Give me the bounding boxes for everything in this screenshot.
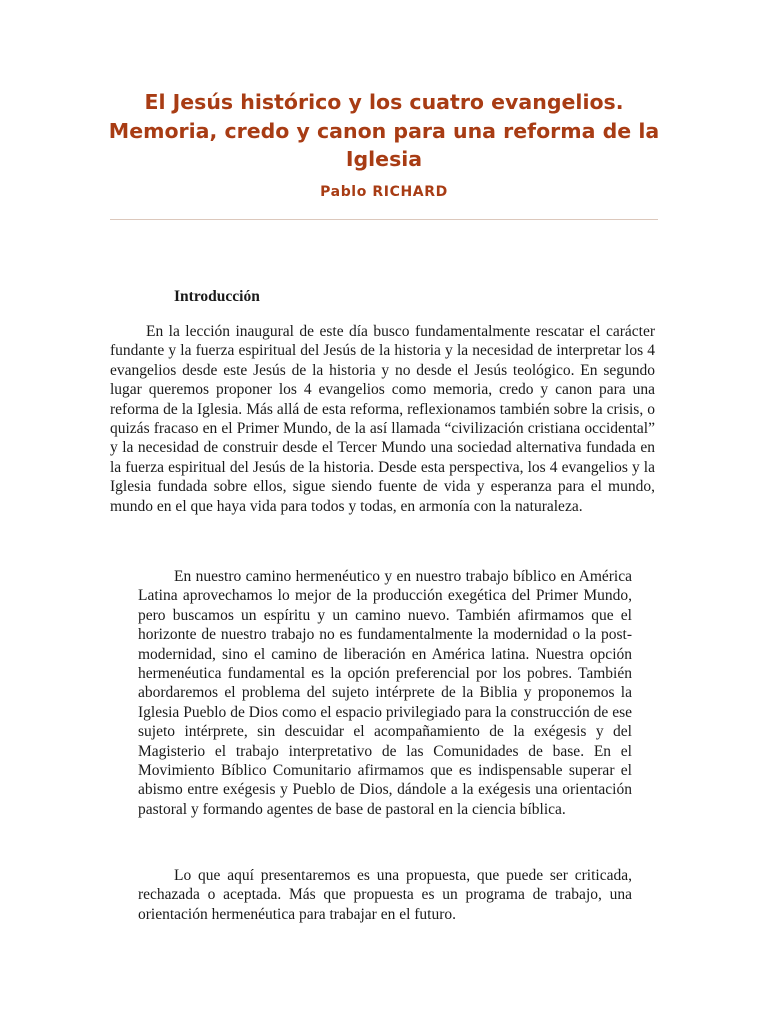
document-author: Pablo RICHARD	[320, 184, 448, 200]
body-paragraph: En la lección inaugural de este día busco fundamentalmente rescatar el carácter fundante y la fuerza espiritual del Jesús de la historia y la necesidad de interpretar los 4 evangelios desde este Jesús de la historia y no desde el Jesús teológico. En segundo lugar queremos proponer los 4 evangelios como memoria, credo y canon para una reforma de la Iglesia. Más allá de esta reforma, reflexionamos también sobre la crisis, o quizás fracaso en el Primer Mundo, de la así llamada “civilización cristiana occidental” y la necesidad de construir desde el Tercer Mundo una sociedad alternativa fundada en la fuerza espiritual del Jesús de la historia. Desde esta perspectiva, los 4 evangelios y la Iglesia fundada sobre ellos, sigue siendo fuente de vida y esperanza para el mundo, mundo en el que haya vida para todos y todas, en armonía con la naturaleza.	[110, 323, 655, 515]
body-paragraph: En nuestro camino hermenéutico y en nuestro trabajo bíblico en América Latina aprovechamos lo mejor de la producción exegética del Primer Mundo, pero buscamos un espíritu y un camino nuevo. También afirmamos que el horizonte de nuestro trabajo no es fundamentalmente la modernidad o la post-modernidad, sino el camino de liberación en América latina. Nuestra opción hermenéutica fundamental es la opción preferencial por los pobres. También abordaremos el problema del sujeto intérprete de la Biblia y proponemos la Iglesia Pueblo de Dios como el espacio privilegiado para la construcción de ese sujeto intérprete, sin descuidar el acompañamiento de la exégesis y del Magisterio el trabajo interpretativo de las Comunidades de base. En el Movimiento Bíblico Comunitario afirmamos que es indispensable superar el abismo entre exégesis y Pueblo de Dios, dándole a la exégesis una orientación pastoral y formando agentes de base de pastoral en la ciencia bíblica.	[138, 568, 632, 818]
document-title: El Jesús histórico y los cuatro evangelios. Memoria, credo y canon para una reforma de la Iglesia	[108, 90, 660, 171]
title-divider	[110, 219, 658, 220]
body-paragraph: Lo que aquí presentaremos es una propuesta, que puede ser criticada, rechazada o aceptada. Más que propuesta es un programa de trabajo, una orientación hermenéutica para trabajar en el futuro.	[138, 867, 632, 923]
section-heading: Introducción	[174, 288, 260, 305]
